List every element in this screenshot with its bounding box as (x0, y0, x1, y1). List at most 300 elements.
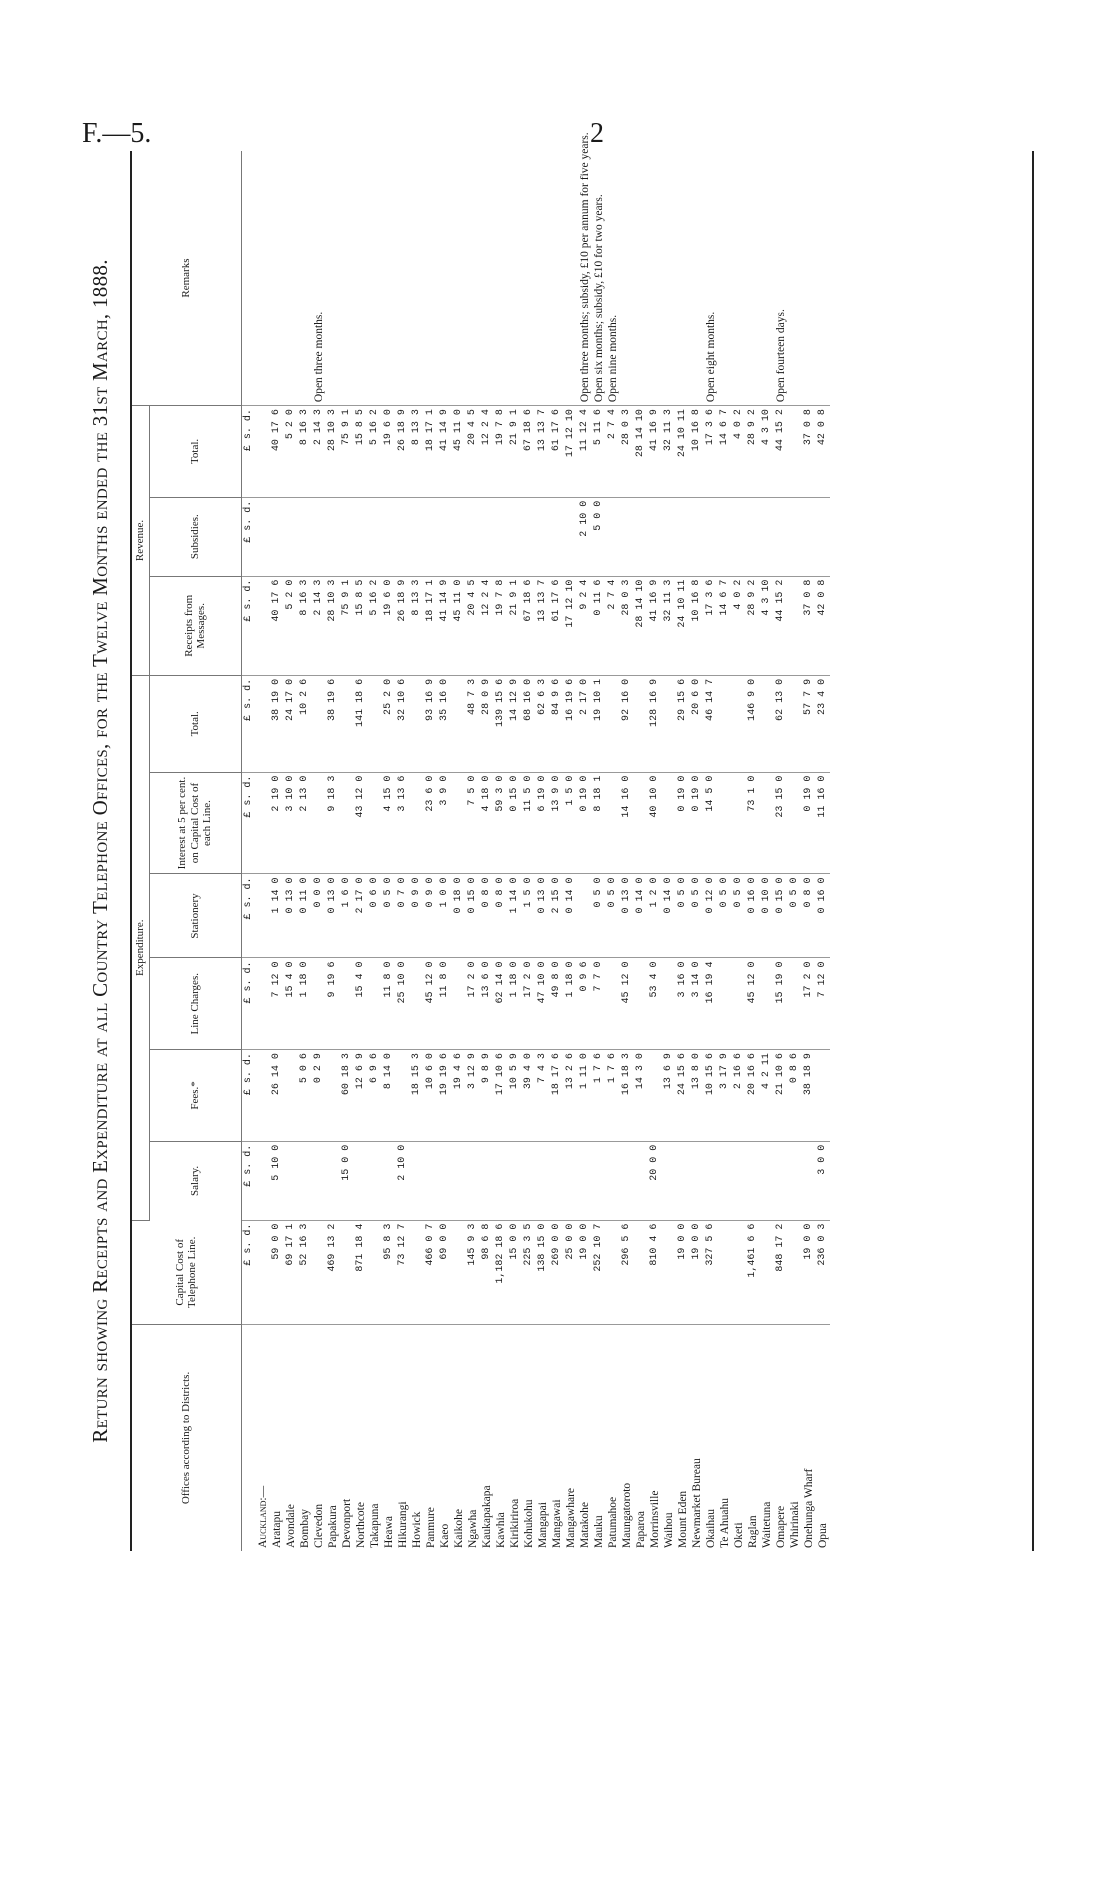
expenditure-total: 28 0 9 (480, 675, 494, 772)
fees-value: 18 17 6 (550, 1050, 564, 1142)
expenditure-total (634, 675, 648, 772)
salary-value (564, 1141, 578, 1220)
stationery-value: 0 14 0 (564, 874, 578, 958)
units-label: £ s. d. (241, 874, 256, 958)
remark-text (536, 151, 550, 406)
salary-value (634, 1141, 648, 1220)
interest-value: 23 15 0 (774, 772, 788, 874)
interest-value (256, 772, 270, 874)
table-row (648, 151, 662, 1551)
col-offices: Offices according to Districts. (132, 1324, 241, 1551)
salary-value (746, 1141, 760, 1220)
line-charges-value: 11 8 0 (382, 958, 396, 1050)
capital-cost: 269 0 0 (550, 1220, 564, 1324)
subsidies-value (550, 497, 564, 576)
stationery-value: 0 5 0 (592, 874, 606, 958)
receipts-value: 8 16 3 (298, 576, 312, 675)
interest-value (340, 772, 354, 874)
receipts-value: 5 16 2 (368, 576, 382, 675)
expenditure-total: 62 13 0 (774, 675, 788, 772)
stationery-value: 1 2 0 (648, 874, 662, 958)
fees-value: 13 8 0 (690, 1050, 704, 1142)
subsidies-value (690, 497, 704, 576)
interest-value (732, 772, 746, 874)
receipts-value (788, 576, 802, 675)
remark-text (368, 151, 382, 406)
revenue-total: 32 11 3 (662, 406, 676, 498)
capital-cost: 236 0 3 (816, 1220, 830, 1324)
subsidies-value (396, 497, 410, 576)
salary-value (536, 1141, 550, 1220)
interest-value (788, 772, 802, 874)
table-row (312, 151, 326, 1551)
salary-value (788, 1141, 802, 1220)
expenditure-total: 48 7 3 (466, 675, 480, 772)
interest-value: 0 19 0 (690, 772, 704, 874)
table-row (718, 151, 732, 1551)
table-row (382, 151, 396, 1551)
expenditure-total: 16 19 6 (564, 675, 578, 772)
capital-cost (368, 1220, 382, 1324)
revenue-total: 37 0 8 (802, 406, 816, 498)
stationery-value: 0 14 0 (634, 874, 648, 958)
salary-value (578, 1141, 592, 1220)
capital-cost: 69 0 0 (438, 1220, 452, 1324)
line-charges-value (606, 958, 620, 1050)
table-row (522, 151, 536, 1551)
table-row (508, 151, 522, 1551)
office-name: Opua (816, 1523, 829, 1548)
revenue-total: 18 17 1 (424, 406, 438, 498)
remark-text (466, 151, 480, 406)
line-charges-value: 45 12 0 (620, 958, 634, 1050)
expenditure-total: 32 10 6 (396, 675, 410, 772)
office-name: Kaukapakapa (480, 1485, 493, 1548)
table-row (788, 151, 802, 1551)
salary-value (480, 1141, 494, 1220)
revenue-total: 67 18 6 (522, 406, 536, 498)
table-row (690, 151, 704, 1551)
revenue-total: 44 15 2 (774, 406, 788, 498)
expenditure-total: 10 2 6 (298, 675, 312, 772)
revenue-total: 2 14 3 (312, 406, 326, 498)
expenditure-total (340, 675, 354, 772)
line-charges-value: 3 14 0 (690, 958, 704, 1050)
receipts-value: 17 12 10 (564, 576, 578, 675)
units-label: £ s. d. (241, 406, 256, 498)
line-charges-value: 1 18 0 (564, 958, 578, 1050)
remark-text (424, 151, 438, 406)
capital-cost (788, 1220, 802, 1324)
stationery-value: 0 15 0 (774, 874, 788, 958)
interest-value: 11 5 0 (522, 772, 536, 874)
salary-value (466, 1141, 480, 1220)
expenditure-total: 38 19 6 (326, 675, 340, 772)
stationery-value: 2 17 0 (354, 874, 368, 958)
remark-text (662, 151, 676, 406)
stationery-value: 0 0 0 (312, 874, 326, 958)
receipts-value: 14 6 7 (718, 576, 732, 675)
stationery-value: 1 0 0 (438, 874, 452, 958)
table-row (410, 151, 424, 1551)
remark-text (718, 151, 732, 406)
capital-cost: 19 0 0 (802, 1220, 816, 1324)
salary-value (312, 1141, 326, 1220)
table-row (424, 151, 438, 1551)
subsidies-value (256, 497, 270, 576)
capital-cost (340, 1220, 354, 1324)
subsidies-value (634, 497, 648, 576)
interest-value: 6 19 0 (536, 772, 550, 874)
remark-text: Open six months; subsidy, £10 for two years. (592, 151, 606, 406)
receipts-value: 4 0 2 (732, 576, 746, 675)
units-label: £ s. d. (241, 958, 256, 1050)
salary-value (284, 1141, 298, 1220)
expenditure-total (732, 675, 746, 772)
line-charges-value (732, 958, 746, 1050)
revenue-total: 19 6 0 (382, 406, 396, 498)
revenue-total: 21 9 1 (508, 406, 522, 498)
interest-value (452, 772, 466, 874)
office-name: Kirikiriroa (508, 1498, 521, 1548)
col-subsidies: Subsidies. (149, 497, 241, 576)
stationery-value: 0 12 0 (704, 874, 718, 958)
stationery-value: 0 13 0 (620, 874, 634, 958)
capital-cost (662, 1220, 676, 1324)
capital-cost: 69 17 1 (284, 1220, 298, 1324)
receipts-value: 12 2 4 (480, 576, 494, 675)
revenue-total: 28 9 2 (746, 406, 760, 498)
line-charges-value (410, 958, 424, 1050)
revenue-total: 41 16 9 (648, 406, 662, 498)
expenditure-total: 19 10 1 (592, 675, 606, 772)
subsidies-value (452, 497, 466, 576)
stationery-value: 0 9 0 (410, 874, 424, 958)
revenue-total: 28 0 3 (620, 406, 634, 498)
receipts-value: 19 7 8 (494, 576, 508, 675)
revenue-total: 28 10 3 (326, 406, 340, 498)
col-revenue: Revenue. (132, 406, 149, 676)
expenditure-total (256, 675, 270, 772)
remark-text (438, 151, 452, 406)
capital-cost (452, 1220, 466, 1324)
receipts-value: 0 11 6 (592, 576, 606, 675)
office-name: Mangawai (550, 1499, 563, 1548)
interest-value: 3 13 6 (396, 772, 410, 874)
remark-text (494, 151, 508, 406)
subsidies-value (340, 497, 354, 576)
line-charges-value: 15 19 0 (774, 958, 788, 1050)
fees-value: 1 11 0 (578, 1050, 592, 1142)
remark-text (508, 151, 522, 406)
stationery-value: 1 14 0 (508, 874, 522, 958)
office-name: Waihou (662, 1512, 675, 1548)
stationery-value: 0 16 0 (746, 874, 760, 958)
line-charges-value: 15 4 0 (284, 958, 298, 1050)
col-exp-total: Total. (149, 675, 241, 772)
table-row (452, 151, 466, 1551)
capital-cost: 59 0 0 (270, 1220, 284, 1324)
revenue-total: 5 2 0 (284, 406, 298, 498)
line-charges-value (634, 958, 648, 1050)
remark-text: Open fourteen days. (774, 151, 788, 406)
expenditure-total: 146 9 0 (746, 675, 760, 772)
fees-value (396, 1050, 410, 1142)
interest-value: 9 18 3 (326, 772, 340, 874)
stationery-value: 0 5 0 (606, 874, 620, 958)
capital-cost: 1,461 6 6 (746, 1220, 760, 1324)
table-row (368, 151, 382, 1551)
remark-text (410, 151, 424, 406)
fees-value: 14 3 0 (634, 1050, 648, 1142)
salary-value (620, 1141, 634, 1220)
salary-value (522, 1141, 536, 1220)
revenue-total: 5 16 2 (368, 406, 382, 498)
remark-text (298, 151, 312, 406)
interest-value: 73 1 0 (746, 772, 760, 874)
units-label: £ s. d. (241, 576, 256, 675)
interest-value: 0 19 0 (802, 772, 816, 874)
office-name: Kawhia (494, 1512, 507, 1548)
table-row (732, 151, 746, 1551)
units-label: £ s. d. (241, 1141, 256, 1220)
table-row (606, 151, 620, 1551)
revenue-total: 45 11 0 (452, 406, 466, 498)
expenditure-total: 38 19 0 (270, 675, 284, 772)
expenditure-total (368, 675, 382, 772)
office-name: Clevedon (312, 1503, 325, 1548)
capital-cost: 19 0 0 (690, 1220, 704, 1324)
salary-value (354, 1141, 368, 1220)
receipts-value: 40 17 6 (270, 576, 284, 675)
fees-value: 60 18 3 (340, 1050, 354, 1142)
salary-value (774, 1141, 788, 1220)
stationery-value: 0 6 0 (368, 874, 382, 958)
page-reference: F.—5. (82, 118, 152, 149)
capital-cost: 52 16 3 (298, 1220, 312, 1324)
stationery-value: 0 8 0 (802, 874, 816, 958)
stationery-value: 1 5 0 (522, 874, 536, 958)
revenue-total: 13 13 7 (536, 406, 550, 498)
salary-value (592, 1141, 606, 1220)
interest-value (368, 772, 382, 874)
office-name: Omapere (774, 1505, 787, 1548)
fees-value: 24 15 6 (676, 1050, 690, 1142)
revenue-total: 17 3 6 (704, 406, 718, 498)
col-salary: Salary. (149, 1141, 241, 1220)
revenue-total: 14 6 7 (718, 406, 732, 498)
office-name: Panmure (424, 1507, 437, 1548)
interest-value: 14 16 0 (620, 772, 634, 874)
remark-text: Open three months; subsidy, £10 per annum for five years. (578, 151, 592, 406)
salary-value: 2 10 0 (396, 1141, 410, 1220)
revenue-total: 40 17 6 (270, 406, 284, 498)
table-row (466, 151, 480, 1551)
col-expenditure: Expenditure. (132, 675, 149, 1220)
col-rev-total: Total. (149, 406, 241, 498)
subsidies-value (704, 497, 718, 576)
table-row (494, 151, 508, 1551)
line-charges-value: 17 2 0 (522, 958, 536, 1050)
table-body (256, 132, 830, 1551)
salary-value (452, 1141, 466, 1220)
receipts-value: 5 2 0 (284, 576, 298, 675)
salary-value (298, 1141, 312, 1220)
remark-text (788, 151, 802, 406)
receipts-value (256, 576, 270, 675)
salary-value: 15 0 0 (340, 1141, 354, 1220)
fees-value: 12 6 9 (354, 1050, 368, 1142)
capital-cost: 252 10 7 (592, 1220, 606, 1324)
remark-text (760, 151, 774, 406)
revenue-total: 12 2 4 (480, 406, 494, 498)
receipts-value: 15 8 5 (354, 576, 368, 675)
salary-value (662, 1141, 676, 1220)
remark-text (732, 151, 746, 406)
line-charges-value: 0 9 6 (578, 958, 592, 1050)
subsidies-value: 2 10 0 (578, 497, 592, 576)
office-name: Okaihau (704, 1509, 717, 1548)
table-row (816, 151, 830, 1551)
salary-value (508, 1141, 522, 1220)
interest-value: 1 5 0 (564, 772, 578, 874)
fees-value (326, 1050, 340, 1142)
interest-value: 40 10 0 (648, 772, 662, 874)
interest-value: 4 18 0 (480, 772, 494, 874)
line-charges-value: 11 8 0 (438, 958, 452, 1050)
receipts-value: 2 14 3 (312, 576, 326, 675)
capital-cost: 296 5 6 (620, 1220, 634, 1324)
office-name: Devonport (340, 1498, 353, 1548)
table-row (564, 151, 578, 1551)
fees-value: 9 8 9 (480, 1050, 494, 1142)
fees-value: 10 6 0 (424, 1050, 438, 1142)
line-charges-value: 16 19 4 (704, 958, 718, 1050)
stationery-value (578, 874, 592, 958)
interest-value (662, 772, 676, 874)
capital-cost (634, 1220, 648, 1324)
table-row (550, 151, 564, 1551)
remark-text (648, 151, 662, 406)
fees-value: 3 12 9 (466, 1050, 480, 1142)
capital-cost: 469 13 2 (326, 1220, 340, 1324)
line-charges-value: 9 19 6 (326, 958, 340, 1050)
capital-cost: 73 12 7 (396, 1220, 410, 1324)
office-name: Oketi (732, 1522, 745, 1548)
receipts-value: 41 14 9 (438, 576, 452, 675)
interest-value (718, 772, 732, 874)
salary-value (424, 1141, 438, 1220)
office-name: Morrinsville (648, 1490, 661, 1548)
office-name: Takapuna (368, 1503, 381, 1548)
receipts-value: 41 16 9 (648, 576, 662, 675)
receipts-value: 2 7 4 (606, 576, 620, 675)
subsidies-value (480, 497, 494, 576)
table-row (746, 151, 760, 1551)
capital-cost (760, 1220, 774, 1324)
revenue-total: 4 3 10 (760, 406, 774, 498)
subsidies-value (522, 497, 536, 576)
expenditure-total (452, 675, 466, 772)
expenditure-total: 46 14 7 (704, 675, 718, 772)
office-name: Avondale (284, 1504, 297, 1548)
fees-value: 16 18 3 (620, 1050, 634, 1142)
subsidies-value (368, 497, 382, 576)
expenditure-total (718, 675, 732, 772)
col-remarks: Remarks (132, 151, 241, 406)
stationery-value: 0 13 0 (536, 874, 550, 958)
remark-text (564, 151, 578, 406)
subsidies-value (284, 497, 298, 576)
revenue-total: 8 16 3 (298, 406, 312, 498)
fees-value: 5 0 6 (298, 1050, 312, 1142)
subsidies-value (424, 497, 438, 576)
subsidies-value (732, 497, 746, 576)
subsidies-value (494, 497, 508, 576)
expenditure-total: 57 7 9 (802, 675, 816, 772)
subsidies-value (816, 497, 830, 576)
expenditure-total: 25 2 0 (382, 675, 396, 772)
capital-cost: 145 9 3 (466, 1220, 480, 1324)
col-stationery: Stationery (149, 874, 241, 958)
subsidies-value (354, 497, 368, 576)
interest-value: 43 12 0 (354, 772, 368, 874)
line-charges-value (312, 958, 326, 1050)
line-charges-value: 1 18 0 (508, 958, 522, 1050)
capital-cost: 95 8 3 (382, 1220, 396, 1324)
subsidies-value (662, 497, 676, 576)
fees-value: 10 5 9 (508, 1050, 522, 1142)
stationery-value: 1 6 0 (340, 874, 354, 958)
remark-text (256, 151, 270, 406)
fees-value: 38 18 9 (802, 1050, 816, 1142)
subsidies-value (676, 497, 690, 576)
remark-text (550, 151, 564, 406)
expenditure-total: 29 15 6 (676, 675, 690, 772)
remark-text (340, 151, 354, 406)
office-name: Mangawhare (564, 1487, 577, 1548)
salary-value (326, 1141, 340, 1220)
col-line-charges: Line Charges. (149, 958, 241, 1050)
interest-value: 11 16 0 (816, 772, 830, 874)
interest-value: 3 10 0 (284, 772, 298, 874)
salary-value (368, 1141, 382, 1220)
interest-value: 7 5 0 (466, 772, 480, 874)
stationery-value: 0 8 0 (480, 874, 494, 958)
interest-value (312, 772, 326, 874)
stationery-value: 0 18 0 (452, 874, 466, 958)
subsidies-value (298, 497, 312, 576)
office-name: Patumahoe (606, 1496, 619, 1548)
table-row (662, 151, 676, 1551)
capital-cost: 19 0 0 (578, 1220, 592, 1324)
units-label: £ s. d. (241, 675, 256, 772)
line-charges-value: 13 6 0 (480, 958, 494, 1050)
line-charges-value: 47 10 0 (536, 958, 550, 1050)
office-name: Auckland:— (256, 1485, 269, 1548)
fees-value: 0 8 6 (788, 1050, 802, 1142)
receipts-value: 10 16 8 (690, 576, 704, 675)
subsidies-value (508, 497, 522, 576)
office-name: Papakura (326, 1505, 339, 1548)
revenue-total (788, 406, 802, 498)
stationery-value: 0 14 0 (662, 874, 676, 958)
line-charges-value: 17 2 0 (466, 958, 480, 1050)
fees-value: 4 2 11 (760, 1050, 774, 1142)
office-name: Ngawha (466, 1509, 479, 1548)
table-row (760, 151, 774, 1551)
interest-value: 4 15 0 (382, 772, 396, 874)
